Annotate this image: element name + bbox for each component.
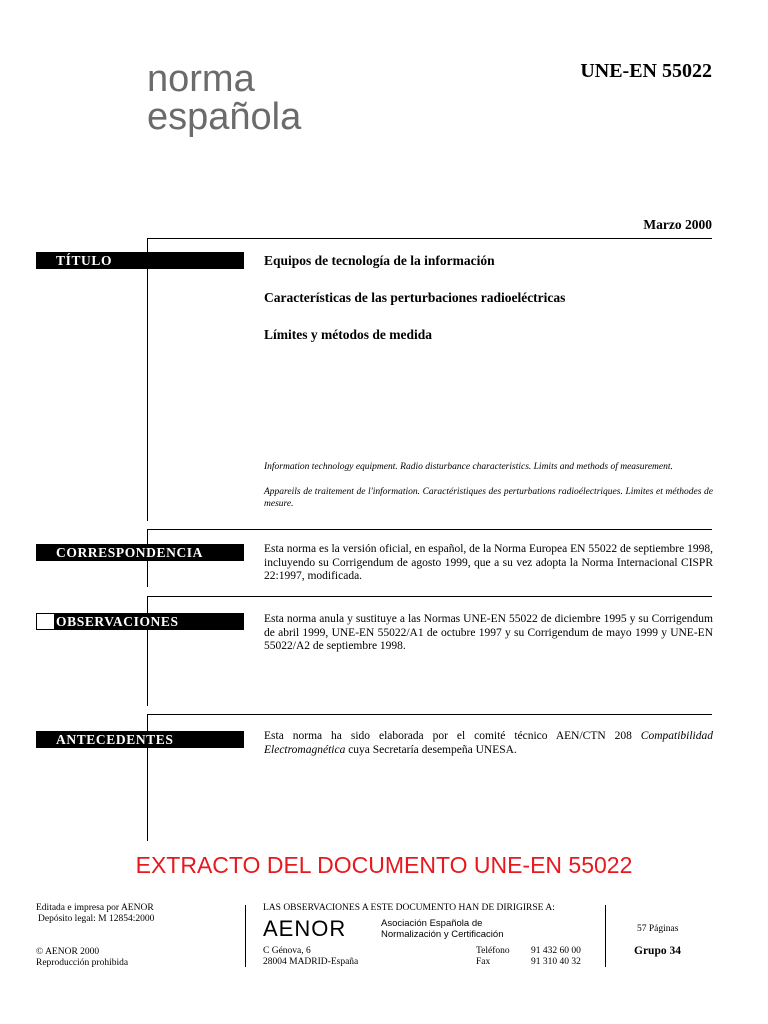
title-spanish-3: Límites y métodos de medida (264, 327, 432, 342)
correspondencia-text: Esta norma es la versión oficial, en español, de la Norma Europea EN 55022 de septiembre 1998, incluyendo su Corrigendum de agosto 1999, que a su vez adopta la Norma Internacional CISPR 22:1997, modificada. (264, 543, 713, 583)
org-name-line-1: Asociación Española de (381, 918, 483, 929)
brand-line-1: norma (147, 58, 255, 100)
section-label-observaciones (36, 613, 244, 630)
standard-code: UNE-EN 55022 (580, 60, 712, 82)
section-label-titulo (36, 252, 244, 269)
title-spanish-1: Equipos de tecnología de la información (264, 253, 495, 268)
fax-value: 91 310 40 32 (531, 957, 581, 967)
section-label-text: CORRESPONDENCIA (56, 545, 204, 560)
phone-value: 91 432 60 00 (531, 946, 581, 956)
address-line-1: C Génova, 6 (263, 946, 311, 956)
label-notch (36, 613, 54, 630)
divider (147, 529, 712, 530)
footer-copyright (36, 947, 128, 969)
footer-rule (245, 905, 246, 967)
antecedentes-text-end: cuya Secretaría desempeña UNESA. (345, 743, 517, 756)
org-name-line-2: Normalización y Certificación (381, 929, 504, 940)
section-label-text: ANTECEDENTES (56, 732, 174, 747)
section-label-text: TÍTULO (56, 253, 113, 268)
fax-label: Fax (476, 957, 491, 967)
aenor-logo: AENOR (263, 916, 347, 941)
brand-title (147, 60, 301, 136)
contact-labels (476, 946, 510, 968)
observaciones-text: Esta norma anula y sustituye a las Normas UNE-EN 55022 de diciembre 1995 y su Corrigendum de abril 1999, UNE-EN 55022/A1 de octubre 1997 y su Corrigendum de mayo 1999 y UNE-EN 55022/A2 de septiembre 1998. (264, 613, 713, 653)
publication-date: Marzo 2000 (643, 217, 712, 232)
section-rule (147, 238, 148, 521)
extract-watermark: EXTRACTO DEL DOCUMENTO UNE-EN 55022 (135, 852, 633, 878)
org-address (263, 946, 358, 968)
antecedentes-text (264, 730, 713, 757)
phone-label: Teléfono (476, 946, 510, 956)
copyright: © AENOR 2000 (36, 947, 100, 957)
title-english: Information technology equipment. Radio disturbance characteristics. Limits and methods of measurement. (264, 462, 673, 472)
section-label-correspondencia (36, 544, 244, 561)
page-info-box (605, 905, 714, 967)
brand-line-2: española (147, 96, 302, 138)
divider (147, 596, 712, 597)
title-spanish-2: Características de las perturbaciones radioeléctricas (264, 290, 566, 305)
edited-by: Editada e impresa por AENOR (36, 903, 154, 913)
antecedentes-text-start: Esta norma ha sido elaborada por el comité técnico AEN/CTN 208 (264, 730, 641, 742)
section-label-antecedentes (36, 731, 244, 748)
contact-values (531, 946, 581, 968)
legal-deposit: Depósito legal: M 12854:2000 (38, 914, 155, 924)
divider (147, 714, 712, 715)
price-group: Grupo 34 (634, 945, 681, 957)
page-count: 57 Páginas (637, 924, 679, 934)
observations-heading: LAS OBSERVACIONES A ESTE DOCUMENTO HAN DE DIRIGIRSE A: (263, 903, 555, 913)
section-label-text: OBSERVACIONES (56, 614, 179, 629)
address-line-2: 28004 MADRID-España (263, 957, 359, 967)
committee-name: Compatibilidad Electromagnética (264, 730, 713, 756)
title-french: Appareils de traitement de l'information. Caractéristiques des perturbations radioélectriques. Limites et méthodes de mesure. (264, 487, 713, 509)
divider (147, 238, 712, 239)
reproduction-notice: Reproducción prohibida (36, 958, 129, 968)
org-name (381, 918, 503, 940)
footer-edition (36, 903, 154, 925)
